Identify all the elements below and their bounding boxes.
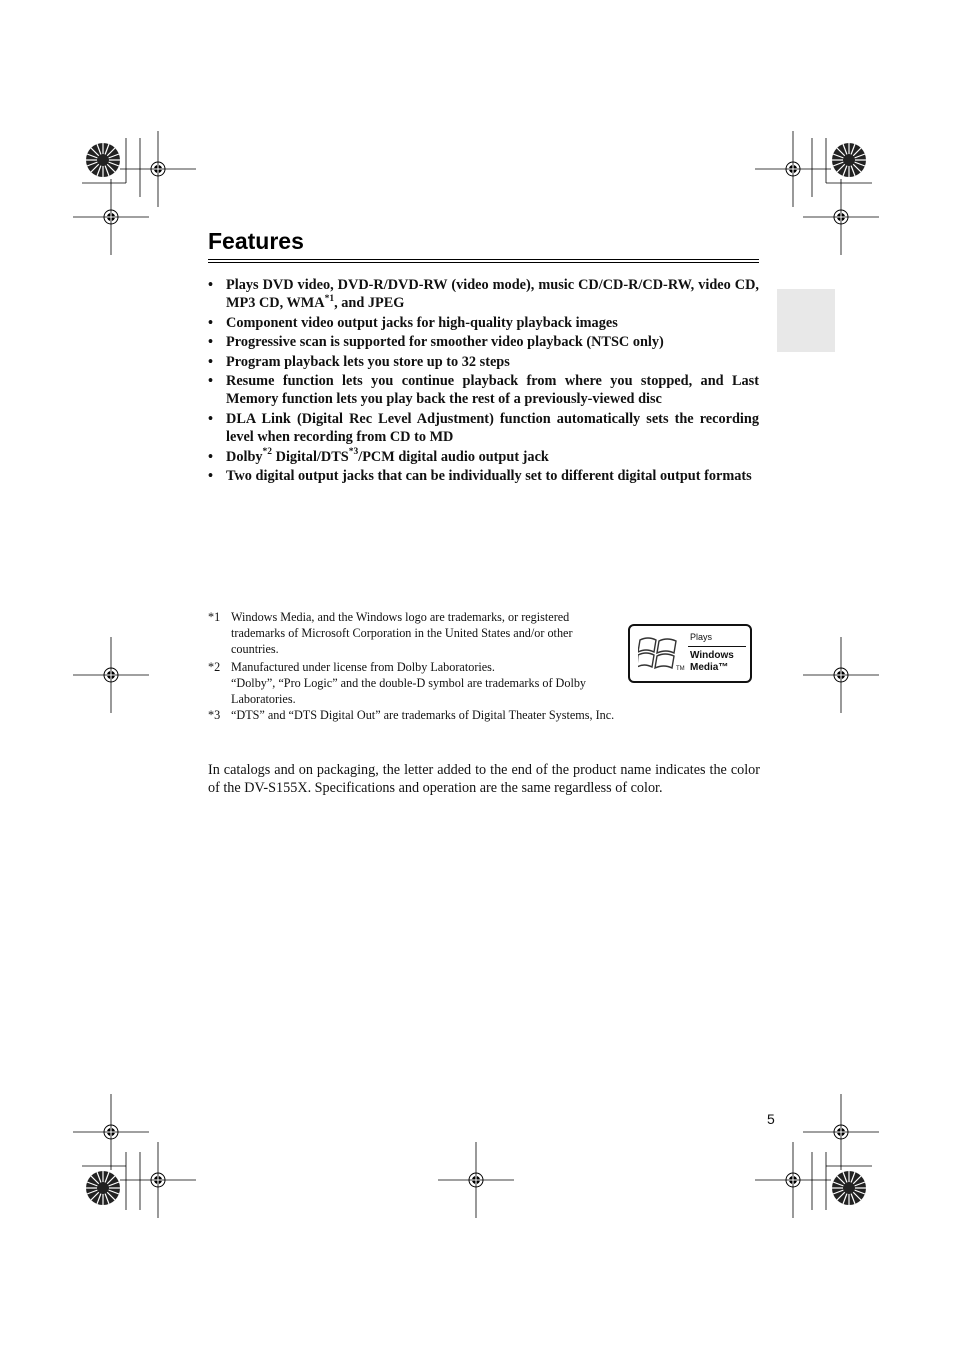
footnote-ref: *1 xyxy=(324,293,335,304)
bullet: • xyxy=(208,277,214,293)
feature-text: /PCM digital audio output jack xyxy=(358,448,549,465)
feature-item xyxy=(208,410,759,447)
feature-item xyxy=(208,467,759,485)
feature-text: Two digital output jacks that can be individually set to different digital output formats xyxy=(226,468,752,485)
footnote-text: “DTS” and “DTS Digital Out” are trademarks of Digital Theater Systems, Inc. xyxy=(231,708,615,722)
logo-tm-text: TM xyxy=(676,666,685,672)
color-note: In catalogs and on packaging, the letter added to the end of the product name indicates the color of the DV-S155X. Specifications and operation are the same regardless of color. xyxy=(208,762,760,796)
page-number: 5 xyxy=(767,1111,775,1127)
bullet: • xyxy=(208,353,214,370)
feature-item xyxy=(208,276,759,313)
feature-text: DLA Link (Digital Rec Level Adjustment) function automatically sets the recording level when recording from CD to MD xyxy=(226,410,759,446)
logo-plays-text: Plays xyxy=(690,632,713,642)
footnote-text-continued: “Dolby”, “Pro Logic” and the double-D symbol are trademarks of Dolby Laboratories. xyxy=(231,676,587,706)
footnote-2 xyxy=(208,659,618,707)
bullet: • xyxy=(208,334,214,351)
footnote-1 xyxy=(208,609,618,657)
feature-text: , and JPEG xyxy=(334,295,405,312)
section-tab xyxy=(777,289,835,352)
footnote-number: *3 xyxy=(208,708,221,722)
bullet: • xyxy=(208,410,214,427)
footnote-text: Manufactured under license from Dolby Laboratories. xyxy=(231,660,495,674)
feature-text: Plays DVD video, DVD-R/DVD-RW (video mode), music CD/CD-R/CD-RW, video CD, MP3 CD, WMA xyxy=(226,277,759,312)
feature-item xyxy=(208,353,759,371)
footnote-ref: *3 xyxy=(348,446,359,457)
bullet: • xyxy=(208,373,214,390)
windows-media-logo xyxy=(628,624,752,683)
feature-text: Progressive scan is supported for smoother video playback (NTSC only) xyxy=(226,334,664,351)
footnote-text: Windows Media, and the Windows logo are trademarks, or registered trademarks of Microsoft Corporation in the United States and/or other countries. xyxy=(231,610,573,656)
feature-text: Dolby xyxy=(226,448,263,465)
title-rule-bottom xyxy=(208,262,759,263)
feature-text: Program playback lets you store up to 32 steps xyxy=(226,353,510,370)
bullet: • xyxy=(208,468,214,485)
title-rule-top xyxy=(208,259,759,260)
page-title: Features xyxy=(208,228,304,254)
bullet: • xyxy=(208,448,214,465)
feature-text: Digital/DTS xyxy=(272,448,349,465)
footnote-ref: *2 xyxy=(262,446,273,457)
feature-text: Resume function lets you continue playback from where you stopped, and Last Memory function lets you play back the rest of a previously-viewed disc xyxy=(226,373,759,408)
bullet: • xyxy=(208,314,214,331)
feature-item xyxy=(208,314,759,332)
features-list xyxy=(208,276,759,486)
feature-item xyxy=(208,448,759,466)
footnote-3 xyxy=(208,707,648,723)
logo-media-text: Media™ xyxy=(690,662,729,673)
feature-item xyxy=(208,333,759,351)
windows-flag-icon xyxy=(638,634,678,672)
feature-text: Component video output jacks for high-quality playback images xyxy=(226,314,618,331)
logo-windows-text: Windows xyxy=(690,650,734,661)
logo-divider xyxy=(688,646,746,647)
footnote-number: *1 xyxy=(208,610,221,624)
feature-item xyxy=(208,372,759,409)
footnote-number: *2 xyxy=(208,660,221,674)
